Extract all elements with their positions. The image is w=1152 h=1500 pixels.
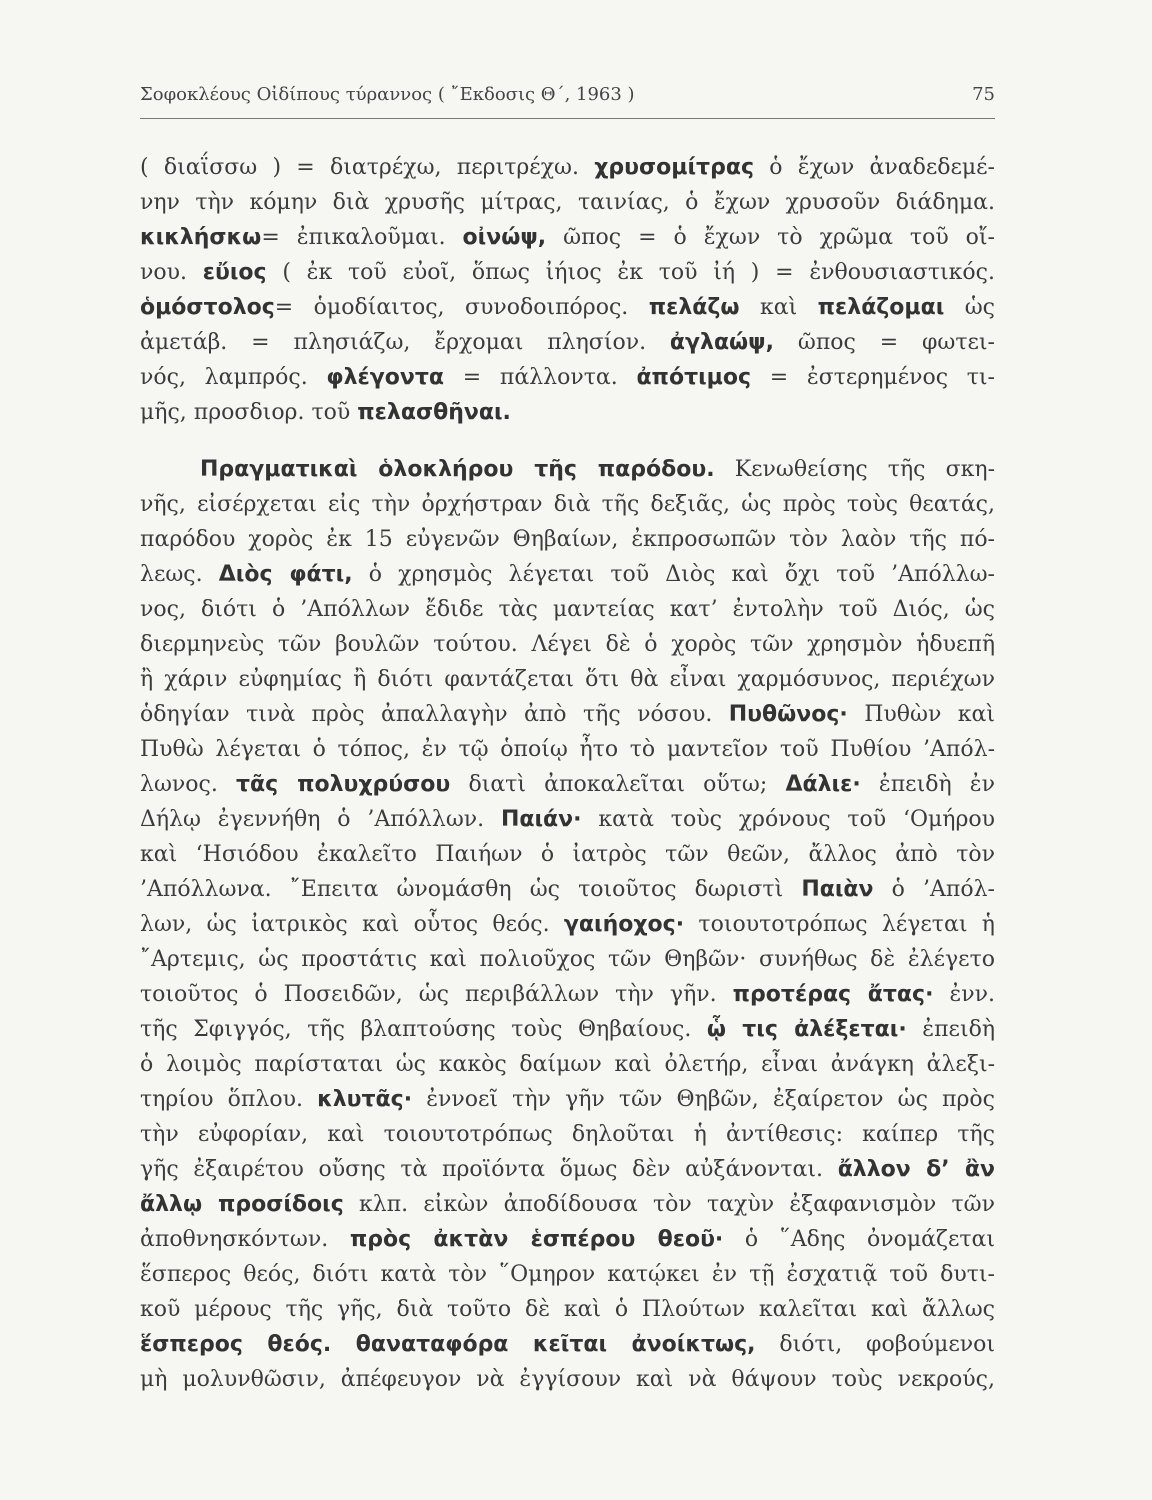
text-span: Κενωθείσης τῆς σκη- xyxy=(714,457,996,482)
text-line xyxy=(140,452,995,487)
page-number: 75 xyxy=(972,84,995,105)
text-span: νην τὴν κόμην διὰ χρυσῆς μίτρας, ταινίας, ὁ ἔχων χρυσοῦν διάδημα. xyxy=(140,190,995,215)
text-span: ῎Αρτεμις, ὡς προστάτις καὶ πολιοῦχος τῶν Θηβῶν· συνήθως δὲ ἐλέγετο xyxy=(140,947,995,972)
text-span: ῶπος = φωτει- xyxy=(774,330,995,355)
text-span: ἐνν. xyxy=(933,982,996,1007)
text-span: ὁ ῞Αδης ὀνομάζεται xyxy=(723,1227,995,1252)
headword: τᾶς πολυχρύσου xyxy=(236,772,451,797)
text-line xyxy=(140,325,995,360)
text-span: τηρίου ὅπλου. xyxy=(140,1087,318,1112)
text-line xyxy=(140,522,995,557)
headword: ἀπότιμος xyxy=(636,365,752,390)
text-span: τοιοῦτος ὁ Ποσειδῶν, ὡς περιβάλλων τὴν γῆν. xyxy=(140,982,733,1007)
headword: χρυσομίτρας xyxy=(594,155,754,180)
headword: κλυτᾶς· xyxy=(317,1087,413,1112)
text-span: τῆς Σφιγγός, τῆς βλαπτούσης τοὺς Θηβαίους. xyxy=(140,1017,707,1042)
text-line xyxy=(140,1012,995,1047)
text-line xyxy=(140,942,995,977)
text-span: κοῦ μέρους τῆς γῆς, διὰ τοῦτο δὲ καὶ ὁ Πλούτων καλεῖται καὶ ἄλλως xyxy=(140,1297,995,1322)
headword: ἄλλῳ προσίδοις xyxy=(140,1192,344,1217)
text-span: κατὰ τοὺς χρόνους τοῦ ‘Ομήρου xyxy=(581,807,996,832)
text-span: μὴ μολυνθῶσιν, ἀπέφευγον νὰ ἐγγίσουν καὶ νὰ θάψουν τοὺς νεκρούς, xyxy=(140,1367,995,1392)
text-line xyxy=(140,697,995,732)
text-span: παρόδου χορὸς ἐκ 15 εὐγενῶν Θηβαίων, ἐκπροσωπῶν τὸν λαὸν τῆς πό- xyxy=(140,527,995,552)
text-span: ὁ λοιμὸς παρίσταται ὡς κακὸς δαίμων καὶ ὀλετήρ, εἶναι ἀνάγκη ἀλεξι- xyxy=(140,1052,995,1077)
text-span: καὶ xyxy=(739,295,818,320)
headword: Πραγματικαὶ ὁλοκλήρου τῆς παρόδου. xyxy=(200,457,715,482)
text-span: τὴν εὐφορίαν, καὶ τοιουτοτρόπως δηλοῦται ἡ ἀντίθεσις: καίπερ τῆς xyxy=(140,1122,995,1147)
text-span: ὁ χρησμὸς λέγεται τοῦ Διὸς καὶ ὄχι τοῦ ’Απόλλω- xyxy=(352,562,995,587)
text-span: = ὁμοδίαιτος, συνοδοιπόρος. xyxy=(274,295,649,320)
text-span: νός, λαμπρός. xyxy=(140,365,327,390)
text-line xyxy=(140,802,995,837)
text-span: τοιουτοτρόπως λέγεται ἡ xyxy=(684,912,995,937)
text-line xyxy=(140,1327,995,1362)
headword: Παιάν· xyxy=(500,807,582,832)
paragraph-glossary xyxy=(140,150,995,430)
headword: εὔιος xyxy=(202,260,267,285)
running-header xyxy=(140,84,995,105)
headword: πελάζομαι xyxy=(817,295,945,320)
headword: Παιὰν xyxy=(801,877,874,902)
text-span: νος, διότι ὁ ’Απόλλων ἔδιδε τὰς μαντείας κατ’ ἐντολὴν τοῦ Διός, ὡς xyxy=(140,597,995,622)
text-line xyxy=(140,185,995,220)
headword: Πυθῶνος· xyxy=(728,702,848,727)
text-span: νῆς, εἰσέρχεται εἰς τὴν ὀρχήστραν διὰ τῆς δεξιᾶς, ὡς πρὸς τοὺς θεατάς, xyxy=(140,492,995,517)
text-span: ἕσπερος θεός, διότι κατὰ τὸν ῞Ομηρον κατῴκει ἐν τῇ ἐσχατιᾷ τοῦ δυτι- xyxy=(140,1262,995,1287)
text-line xyxy=(140,557,995,592)
text-line xyxy=(140,1082,995,1117)
text-span: = πάλλοντα. xyxy=(444,365,637,390)
text-line xyxy=(140,627,995,662)
text-span: ( ἐκ τοῦ εὐοῖ, ὅπως ἰήιος ἐκ τοῦ ἰή ) = ἐνθουσιαστικός. xyxy=(266,260,995,285)
text-span: κλπ. εἰκὼν ἀποδίδουσα τὸν ταχὺν ἐξαφανισμὸν τῶν xyxy=(343,1192,995,1217)
text-line xyxy=(140,907,995,942)
text-span: ἐννοεῖ τὴν γῆν τῶν Θηβῶν, ἐξαίρετον ὡς πρὸς xyxy=(412,1087,995,1112)
headword: ὁμόστολος xyxy=(140,295,275,320)
text-line xyxy=(140,1222,995,1257)
text-span: ὁ ἔχων ἀναδεδεμέ- xyxy=(753,155,995,180)
headword: ἕσπερος θεός. θαναταφόρα κεῖται ἀνοίκτως, xyxy=(140,1332,756,1357)
text-line xyxy=(140,360,995,395)
text-span: νου. xyxy=(140,260,203,285)
running-title: Σοφοκλέους Οἰδίπους τύραννος ( ῎Εκδοσις Θ΄, 1963 ) xyxy=(140,84,635,105)
text-line xyxy=(140,662,995,697)
text-span: διότι, φοβούμενοι xyxy=(755,1332,995,1357)
text-span: διατὶ ἀποκαλεῖται οὕτω; xyxy=(450,772,786,797)
headword: φλέγοντα xyxy=(326,365,445,390)
text-line xyxy=(140,255,995,290)
text-line xyxy=(140,1362,995,1397)
text-line xyxy=(140,487,995,522)
text-span: καὶ ‘Ησιόδου ἐκαλεῖτο Παιήων ὁ ἰατρὸς τῶν θεῶν, ἄλλος ἀπὸ τὸν xyxy=(140,842,995,867)
headword: οἰνώψ, xyxy=(462,225,547,250)
text-line xyxy=(140,977,995,1012)
text-line xyxy=(140,592,995,627)
text-span: λεως. xyxy=(140,562,219,587)
headword: Διὸς φάτι, xyxy=(218,562,353,587)
text-line xyxy=(140,732,995,767)
headword: Δάλιε· xyxy=(785,772,861,797)
text-span: = ἐστερημένος τι- xyxy=(751,365,995,390)
text-span: ἀποθνησκόντων. xyxy=(140,1227,350,1252)
text-span: διερμηνεὺς τῶν βουλῶν τούτου. Λέγει δὲ ὁ χορὸς τῶν χρησμὸν ἡδυεπῆ xyxy=(140,632,995,657)
text-span: ἢ χάριν εὐφημίας ἢ διότι φαντάζεται ὅτι θὰ εἶναι χαρμόσυνος, περιέχων xyxy=(140,667,995,692)
paragraph-commentary xyxy=(140,452,995,1397)
text-span: ἐπειδὴ ἐν xyxy=(860,772,995,797)
header-rule xyxy=(140,118,995,119)
text-span: Πυθὼν καὶ xyxy=(847,702,995,727)
text-span: Δήλῳ ἐγεννήθη ὁ ’Απόλλων. xyxy=(140,807,501,832)
headword: κικλήσκω xyxy=(140,225,262,250)
text-span: γῆς ἐξαιρέτου οὔσης τὰ προϊόντα ὅμως δὲν αὐξάνονται. xyxy=(140,1157,838,1182)
text-span: = ἐπικαλοῦμαι. xyxy=(261,225,463,250)
text-span: ὁ ’Απόλ- xyxy=(873,877,995,902)
text-line xyxy=(140,1152,995,1187)
text-span: μῆς, προσδιορ. τοῦ xyxy=(140,400,358,425)
headword: ᾧ τις ἀλέξεται· xyxy=(706,1017,907,1042)
headword: προτέρας ἄτας· xyxy=(732,982,934,1007)
text-span: ἀμετάβ. = πλησιάζω, ἔρχομαι πλησίον. xyxy=(140,330,670,355)
text-span: λωνος. xyxy=(140,772,237,797)
text-line xyxy=(140,872,995,907)
text-line xyxy=(140,1292,995,1327)
text-span: ὁδηγίαν τινὰ πρὸς ἀπαλλαγὴν ἀπὸ τῆς νόσου. xyxy=(140,702,729,727)
headword: ἀγλαώψ, xyxy=(669,330,775,355)
text-span: ( διαΐσσω ) = διατρέχω, περιτρέχω. xyxy=(140,155,595,180)
text-span: ’Απόλλωνα. ῎Επειτα ὠνομάσθη ὡς τοιοῦτος δωριστὶ xyxy=(140,877,802,902)
text-line xyxy=(140,1047,995,1082)
headword: γαιήοχος· xyxy=(563,912,685,937)
headword: πελασθῆναι. xyxy=(357,400,511,425)
headword: πελάζω xyxy=(648,295,740,320)
text-line xyxy=(140,837,995,872)
text-line xyxy=(140,220,995,255)
text-span: ἐπειδὴ xyxy=(906,1017,996,1042)
text-line xyxy=(140,290,995,325)
text-line xyxy=(140,150,995,185)
text-line xyxy=(140,1117,995,1152)
text-span: ῶπος = ὁ ἔχων τὸ χρῶμα τοῦ οἴ- xyxy=(546,225,995,250)
headword: πρὸς ἀκτὰν ἑσπέρου θεοῦ· xyxy=(349,1227,724,1252)
headword: ἄλλον δ’ ἂν xyxy=(837,1157,995,1182)
text-span: ὡς xyxy=(944,295,995,320)
text-line xyxy=(140,1257,995,1292)
text-span: Πυθὼ λέγεται ὁ τόπος, ἐν τῷ ὁποίῳ ἦτο τὸ μαντεῖον τοῦ Πυθίου ’Απόλ- xyxy=(140,737,995,762)
text-line xyxy=(140,1187,995,1222)
text-span: λων, ὡς ἰατρικὸς καὶ οὗτος θεός. xyxy=(140,912,564,937)
text-line xyxy=(140,767,995,802)
text-line xyxy=(140,395,995,430)
